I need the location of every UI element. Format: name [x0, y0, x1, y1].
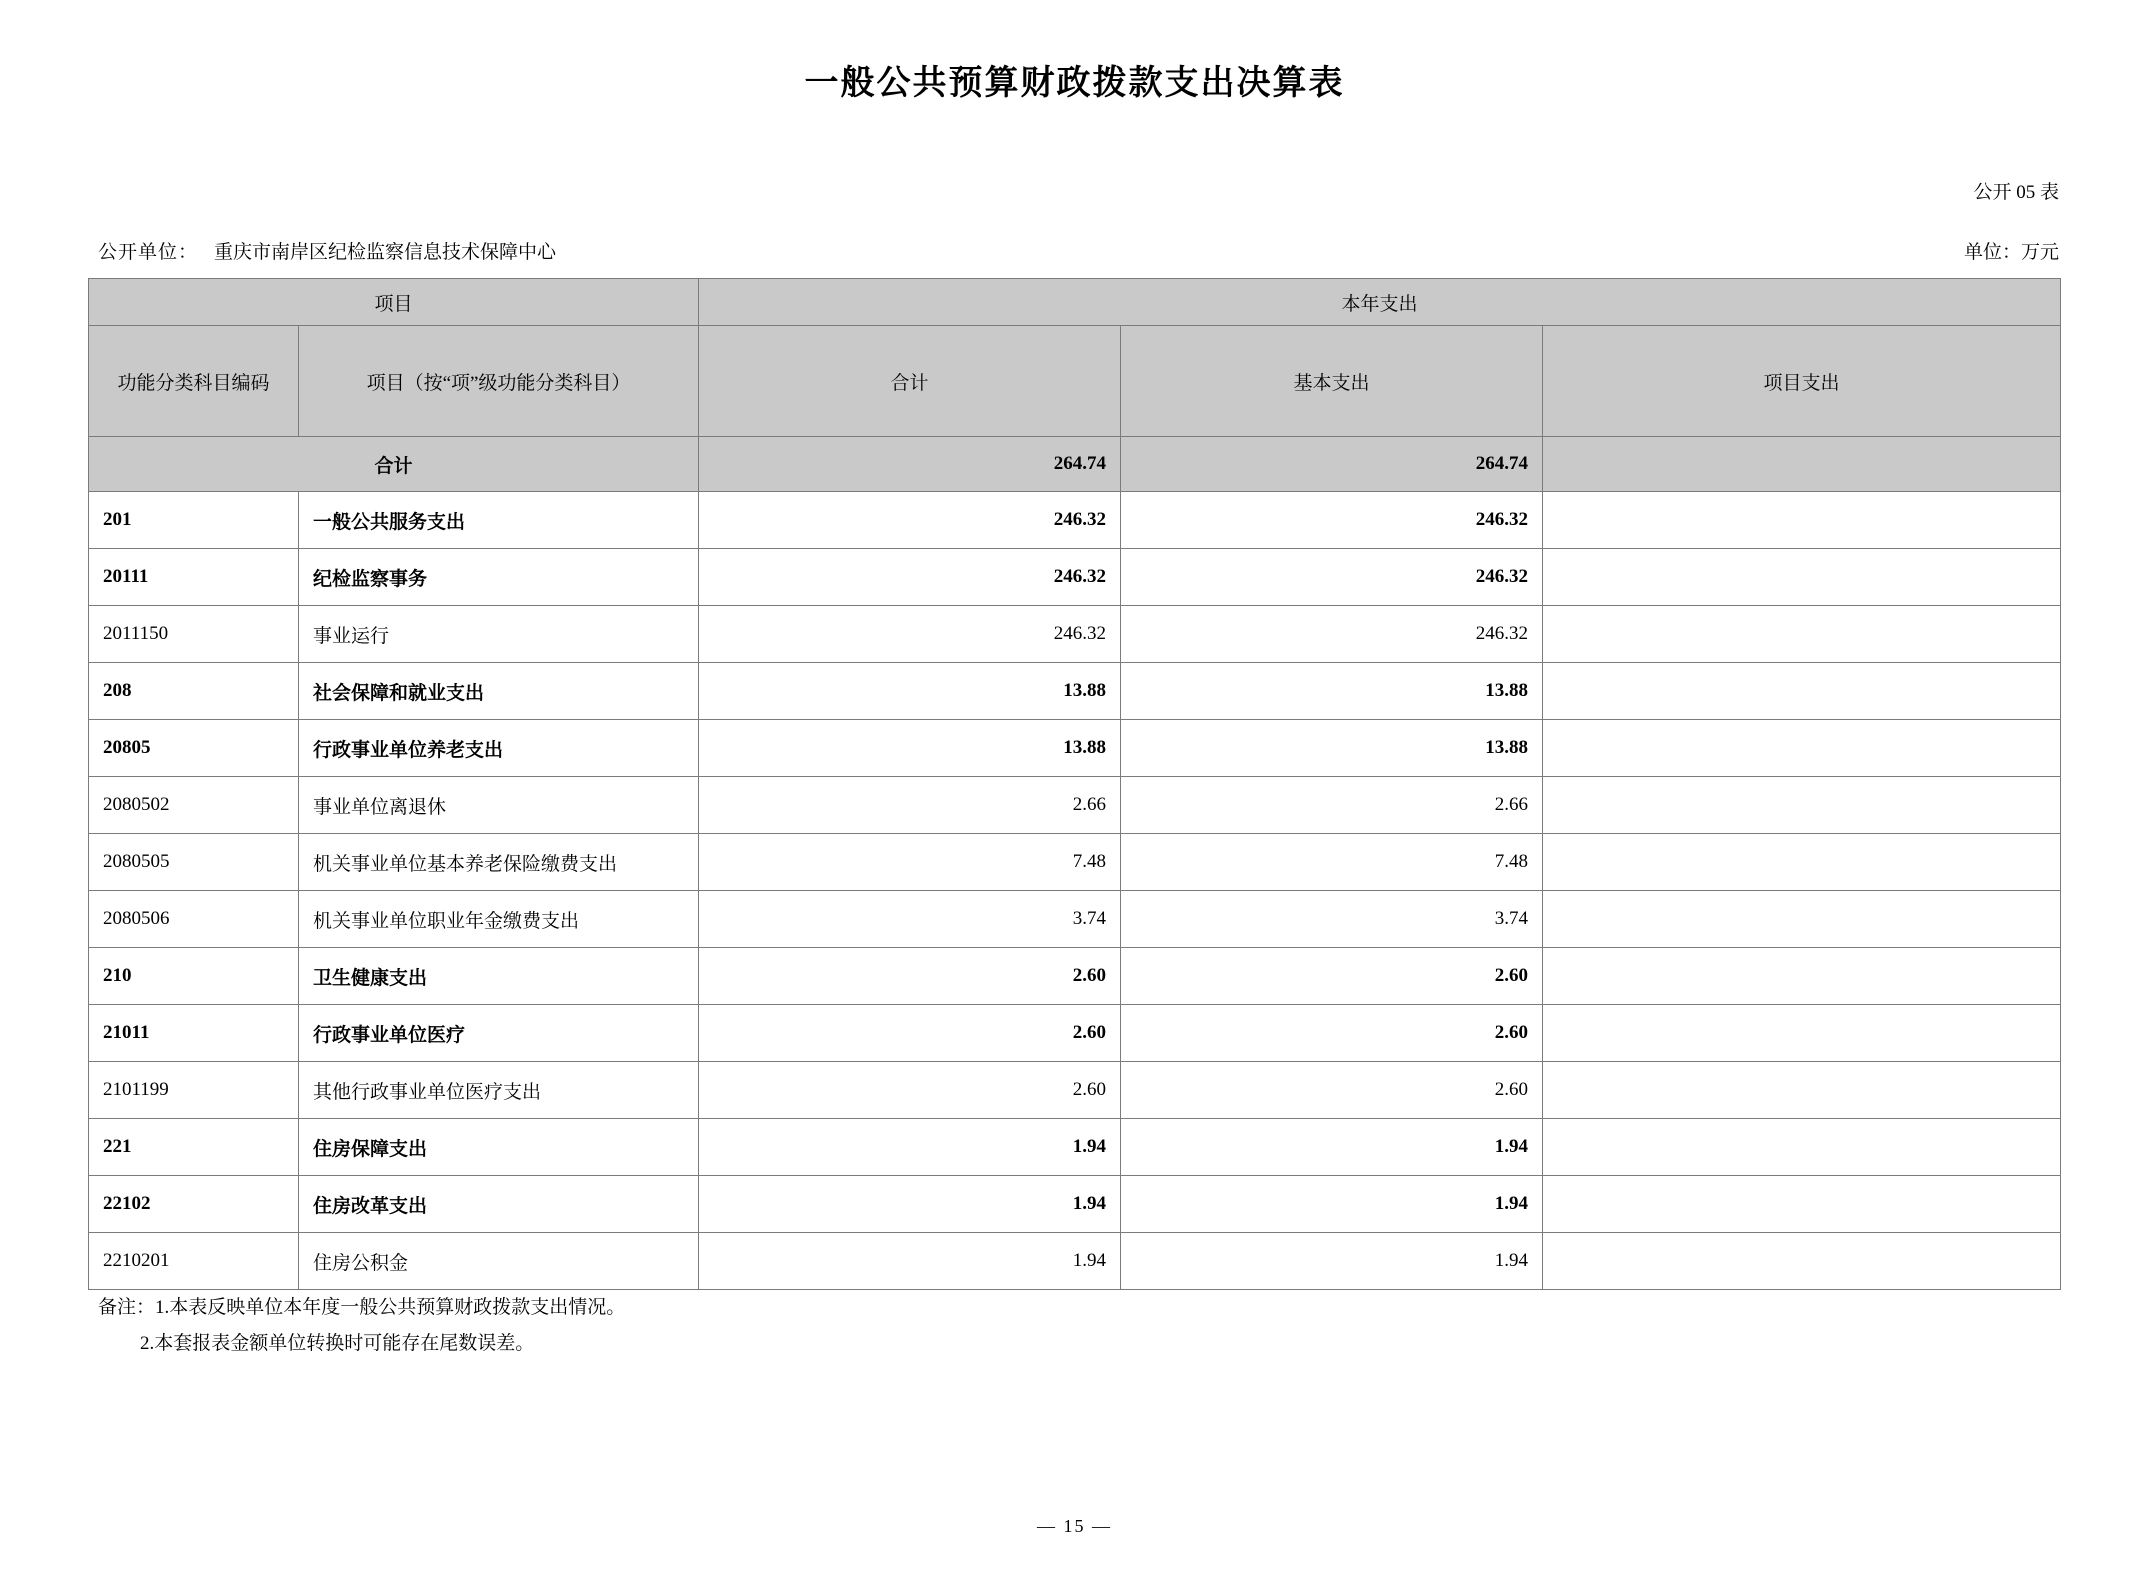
table-row — [89, 1119, 2061, 1176]
row-item: 行政事业单位养老支出 — [299, 720, 699, 777]
row-item: 机关事业单位职业年金缴费支出 — [299, 891, 699, 948]
row-item: 社会保障和就业支出 — [299, 663, 699, 720]
row-code: 20805 — [89, 720, 299, 777]
row-code: 208 — [89, 663, 299, 720]
summary-total: 264.74 — [699, 437, 1121, 492]
table-column-header-row — [89, 326, 2061, 437]
header-item: 项目（按“项”级功能分类科目） — [299, 326, 699, 437]
row-item: 事业运行 — [299, 606, 699, 663]
table-row — [89, 777, 2061, 834]
row-basic: 246.32 — [1121, 549, 1543, 606]
row-project — [1543, 834, 2061, 891]
row-item: 行政事业单位医疗 — [299, 1005, 699, 1062]
row-total: 7.48 — [699, 834, 1121, 891]
row-code: 2080505 — [89, 834, 299, 891]
table-row — [89, 948, 2061, 1005]
row-item: 住房改革支出 — [299, 1176, 699, 1233]
unit-info — [98, 237, 556, 264]
row-total: 13.88 — [699, 720, 1121, 777]
summary-row — [89, 437, 2061, 492]
page-title: 一般公共预算财政拨款支出决算表 — [804, 65, 1345, 102]
table-row — [89, 663, 2061, 720]
row-project — [1543, 948, 2061, 1005]
row-basic: 7.48 — [1121, 834, 1543, 891]
amount-unit: 单位：万元 — [1963, 242, 2059, 263]
row-total: 1.94 — [699, 1233, 1121, 1290]
table-row — [89, 1062, 2061, 1119]
table-row — [89, 834, 2061, 891]
page-footer: — 15 — — [1037, 1516, 1112, 1536]
row-basic: 3.74 — [1121, 891, 1543, 948]
header-total: 合计 — [699, 326, 1121, 437]
row-code: 21011 — [89, 1005, 299, 1062]
unit-name: 重庆市南岸区纪检监察信息技术保障中心 — [214, 242, 557, 263]
header-code: 功能分类科目编码 — [89, 326, 299, 437]
row-total: 3.74 — [699, 891, 1121, 948]
row-code: 2101199 — [89, 1062, 299, 1119]
table-group-header-row — [89, 279, 2061, 326]
row-item: 其他行政事业单位医疗支出 — [299, 1062, 699, 1119]
form-number: 公开 05 表 — [1973, 182, 2059, 203]
row-basic: 2.60 — [1121, 1062, 1543, 1119]
row-item: 纪检监察事务 — [299, 549, 699, 606]
row-code: 201 — [89, 492, 299, 549]
row-total: 1.94 — [699, 1119, 1121, 1176]
table-head — [89, 279, 2061, 437]
row-item: 一般公共服务支出 — [299, 492, 699, 549]
row-code: 20111 — [89, 549, 299, 606]
row-total: 13.88 — [699, 663, 1121, 720]
row-total: 1.94 — [699, 1176, 1121, 1233]
row-item: 卫生健康支出 — [299, 948, 699, 1005]
row-item: 住房公积金 — [299, 1233, 699, 1290]
page — [0, 55, 2149, 1575]
row-total: 246.32 — [699, 606, 1121, 663]
row-basic: 2.60 — [1121, 1005, 1543, 1062]
row-project — [1543, 606, 2061, 663]
header-basic: 基本支出 — [1121, 326, 1543, 437]
row-basic: 2.60 — [1121, 948, 1543, 1005]
row-project — [1543, 1005, 2061, 1062]
budget-table — [88, 278, 2061, 1290]
row-total: 2.60 — [699, 948, 1121, 1005]
row-item: 住房保障支出 — [299, 1119, 699, 1176]
table-row — [89, 492, 2061, 549]
row-project — [1543, 1062, 2061, 1119]
row-code: 221 — [89, 1119, 299, 1176]
header-project: 项目支出 — [1543, 326, 2061, 437]
row-project — [1543, 777, 2061, 834]
row-basic: 13.88 — [1121, 720, 1543, 777]
table-row — [89, 1005, 2061, 1062]
table-row — [89, 606, 2061, 663]
row-project — [1543, 1233, 2061, 1290]
summary-project — [1543, 437, 2061, 492]
row-basic: 13.88 — [1121, 663, 1543, 720]
row-total: 246.32 — [699, 492, 1121, 549]
table-row — [89, 720, 2061, 777]
header-item-group: 项目 — [89, 279, 699, 326]
row-project — [1543, 492, 2061, 549]
row-basic: 246.32 — [1121, 492, 1543, 549]
row-basic: 2.66 — [1121, 777, 1543, 834]
note-line-2: 2.本套报表金额单位转换时可能存在尾数误差。 — [140, 1333, 535, 1355]
row-code: 2080502 — [89, 777, 299, 834]
table-row — [89, 1176, 2061, 1233]
table-row — [89, 1233, 2061, 1290]
row-basic: 1.94 — [1121, 1233, 1543, 1290]
row-item: 机关事业单位基本养老保险缴费支出 — [299, 834, 699, 891]
row-total: 2.60 — [699, 1005, 1121, 1062]
row-project — [1543, 1176, 2061, 1233]
table-body — [89, 437, 2061, 1290]
summary-label: 合计 — [89, 437, 699, 492]
row-code: 22102 — [89, 1176, 299, 1233]
row-code: 2080506 — [89, 891, 299, 948]
note-line-1: 备注：1.本表反映单位本年度一般公共预算财政拨款支出情况。 — [98, 1297, 626, 1318]
row-project — [1543, 1119, 2061, 1176]
header-year-expenditure: 本年支出 — [699, 279, 2061, 326]
row-code: 210 — [89, 948, 299, 1005]
row-basic: 246.32 — [1121, 606, 1543, 663]
row-item: 事业单位离退休 — [299, 777, 699, 834]
row-basic: 1.94 — [1121, 1119, 1543, 1176]
row-total: 246.32 — [699, 549, 1121, 606]
row-project — [1543, 663, 2061, 720]
row-total: 2.66 — [699, 777, 1121, 834]
row-project — [1543, 720, 2061, 777]
table-row — [89, 549, 2061, 606]
row-code: 2210201 — [89, 1233, 299, 1290]
table-row — [89, 891, 2061, 948]
unit-label: 公开单位： — [98, 242, 199, 263]
summary-basic: 264.74 — [1121, 437, 1543, 492]
row-code: 2011150 — [89, 606, 299, 663]
row-project — [1543, 891, 2061, 948]
row-project — [1543, 549, 2061, 606]
notes — [98, 1290, 625, 1362]
row-total: 2.60 — [699, 1062, 1121, 1119]
row-basic: 1.94 — [1121, 1176, 1543, 1233]
